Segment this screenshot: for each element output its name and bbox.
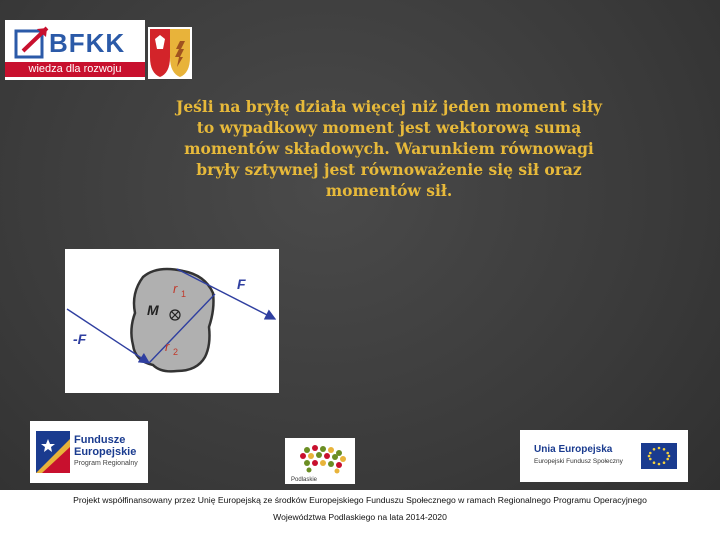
eu-flag-icon xyxy=(641,443,677,469)
paragraph-line: bryły sztywnej jest równoważenie się sił oraz xyxy=(196,160,582,179)
ue-subtitle: Europejski Fundusz Społeczny xyxy=(534,458,623,465)
torque-diagram-svg xyxy=(65,249,279,393)
fundusze-europejskie-logo xyxy=(30,421,148,483)
footer-line: Projekt współfinansowany przez Unię Europejską ze środków Europejskiego Funduszu Społecznego w ramach Regionalnego Programu Operacyjnego xyxy=(73,495,647,505)
bfkk-logo-text: BFKK xyxy=(49,28,126,58)
label-f: F xyxy=(237,276,246,292)
fe-stars-icon xyxy=(36,431,70,473)
footer-bar xyxy=(0,490,720,540)
footer-line: Województwa Podlaskiego na lata 2014-2020 xyxy=(273,512,447,522)
paragraph-line: Jeśli na bryłę działa więcej niż jeden moment siły xyxy=(175,97,602,116)
paragraph-line: momentów składowych. Warunkiem równowagi xyxy=(184,139,594,158)
label-r1: r xyxy=(173,281,178,296)
fe-subtitle: Program Regionalny xyxy=(74,460,138,467)
bison-icon xyxy=(285,438,355,484)
label-r1-sub: 1 xyxy=(181,289,187,299)
label-r2: r xyxy=(165,339,170,354)
paragraph-line: to wypadkowy moment jest wektorową sumą xyxy=(196,118,582,137)
bfkk-logo xyxy=(5,20,145,80)
podlaskie-label: Podlaskie xyxy=(291,477,318,483)
torque-diagram xyxy=(65,249,279,393)
label-minus-f: -F xyxy=(73,331,87,347)
podlaskie-crest-icon xyxy=(148,27,192,79)
label-r2-sub: 2 xyxy=(173,347,179,357)
paragraph-line: momentów sił. xyxy=(325,181,453,200)
label-m: M xyxy=(147,302,159,318)
fe-title-line2: Europejskie xyxy=(74,446,137,458)
unia-europejska-logo xyxy=(520,430,688,482)
main-paragraph xyxy=(150,96,628,201)
podlaskie-logo xyxy=(285,438,355,484)
bfkk-tagline: wiedza dla rozwoju xyxy=(5,62,145,77)
fe-title-line1: Fundusze xyxy=(74,434,126,446)
ue-title: Unia Europejska xyxy=(534,444,613,455)
bfkk-arrow-icon xyxy=(13,25,53,63)
